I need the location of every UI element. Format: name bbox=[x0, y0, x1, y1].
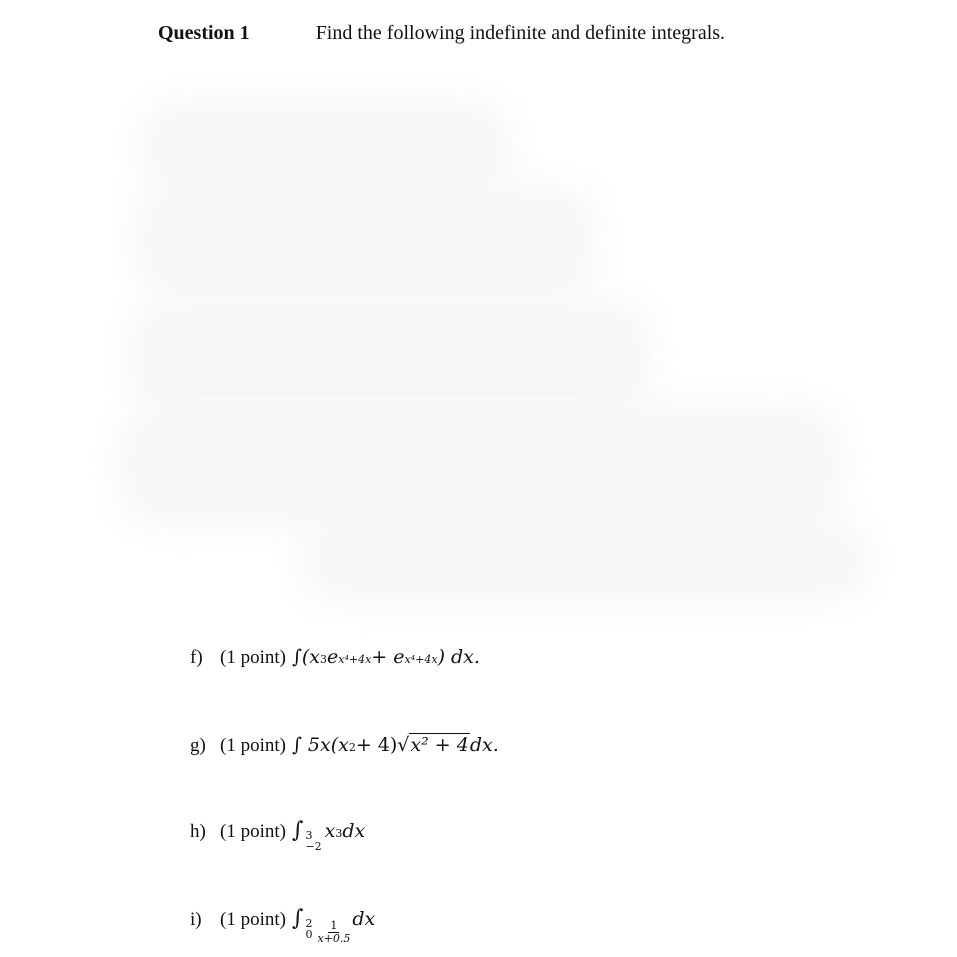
erased-region-1 bbox=[140, 100, 510, 190]
integral-sign: ∫ bbox=[291, 818, 304, 843]
erased-region-5 bbox=[300, 520, 870, 600]
problem-letter: i) bbox=[190, 909, 202, 930]
integral-sign: ∫ bbox=[291, 906, 304, 931]
problem-f bbox=[190, 646, 480, 669]
question-text: Find the following indefinite and definite integrals. bbox=[315, 22, 726, 44]
problem-points: (1 point) bbox=[220, 909, 286, 930]
problem-letter: g) bbox=[190, 735, 206, 756]
square-root: x² + 4 bbox=[410, 734, 469, 756]
integral-expression: ∫(x 3 e x⁴+4x + e x⁴+4x ) dx. bbox=[291, 646, 480, 668]
fraction: $\frac{1}{x+0.5}$ bbox=[317, 919, 351, 945]
problem-g bbox=[190, 733, 499, 757]
problem-letter: h) bbox=[190, 821, 206, 842]
integral-limits: 2 0 bbox=[305, 917, 313, 941]
erased-region-4 bbox=[120, 405, 840, 525]
integral-expression: ∫ 5x(x 2 + 4)√ x² + 4 dx. bbox=[291, 734, 499, 756]
problem-points: (1 point) bbox=[220, 821, 286, 842]
problem-letter: f) bbox=[190, 647, 203, 668]
question-label: Question 1 bbox=[158, 22, 250, 44]
integral-expression: ∫ 2 0 $\frac{1}{x+0.5}$ dx bbox=[291, 906, 376, 945]
problem-i bbox=[190, 906, 376, 945]
question-heading bbox=[158, 22, 725, 45]
erased-region-2 bbox=[135, 185, 595, 295]
integral-limits: 3 −2 bbox=[305, 829, 322, 853]
problem-h bbox=[190, 818, 366, 853]
problem-points: (1 point) bbox=[220, 735, 286, 756]
problem-points: (1 point) bbox=[220, 647, 286, 668]
integral-expression: ∫ 3 −2 x 3 dx bbox=[291, 818, 366, 853]
erased-region-3 bbox=[130, 300, 650, 410]
